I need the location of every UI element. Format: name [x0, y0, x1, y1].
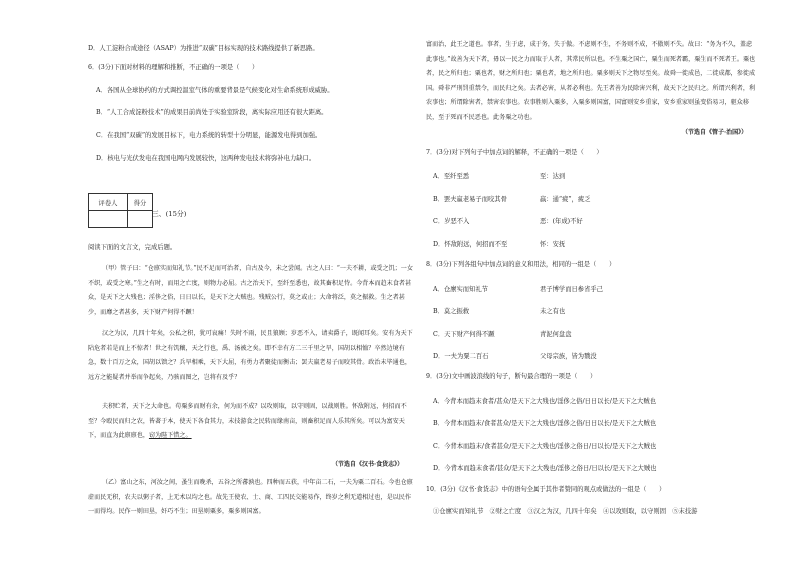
passage-yi-para1: （乙）富山之东，河汝之间，蚤生而晚杀，五谷之所蕃孰也。四种而五获，中年亩二石，一夫为粟二百石。今也仓廪虚而民无积，农夫以粥子者，上无术以均之也。故先王使农、士、商、工四民交能易作，终岁之利无道相过也，是以民作一而得均。民作一则田垦，奸巧不生；田垦则粟多，粟多则国富。: [88, 479, 413, 516]
q8-option-c: C．天下财产何得不蹶: [433, 331, 495, 338]
q6-option-b: B．“人工合成淀粉技术”的成果目前尚处于实验室阶段，离实际应用还有很大距离。: [96, 109, 328, 116]
passage-yi-para2: 富而治，此王之道也。事者，生于虑，成于务，失于傲。不虑则不生，不务则不成，不傲则不失。故曰：“务为不久，盖虑此事也。”故善为天下者，毋以一民之力而取于人者，其常民所以也。不生粟之国亡，粟生而死者霸，粟生而不死者王。粟也者，民之所归也；粟也者，财之所归也；粟也者，地之所归也。粟多则天下之物尽至矣。故舜一徙成邑，二徙成都，参徙成国。舜非严刑罚重禁令，而民归之矣。去者必害，从者必利也。先王者善为民除害兴利，故天下之民归之。所谓兴利者，利农事也；所谓除害者，禁害农事也。农事胜则入粟多，入粟多则国富，国富则安乡重家，安乡重家则虽变俗易习，驱众移民，至于死而不民恶也。此务粟之功也。: [426, 41, 756, 121]
q9-option-d: D．今背本而趋末食者/甚众/是天下之大残也/淫侈之俗日/日以长/是天下之大贼也: [433, 465, 657, 472]
source-yi: （节选自《管子·治国》）: [682, 129, 748, 136]
score-table: [88, 193, 153, 228]
score-table-cell: [128, 211, 153, 228]
q5-option-d: D．人工淀粉合成途径（ASAP）为推进“双碳”目标实现的技术路线提供了新思路。: [88, 45, 319, 52]
q7-option-a-gloss: 至：达到: [540, 173, 566, 180]
q8-option-a-pair: 君子博学而日参省乎己: [540, 286, 603, 293]
q8-option-c-pair: 青泥何盘盘: [540, 331, 572, 338]
reading-instruction: 阅读下面的文言文，完成后题。: [88, 244, 177, 251]
q8-option-b-pair: 未之有也: [540, 308, 566, 315]
q7-option-d-gloss: 怀：安抚: [540, 241, 566, 248]
score-table-cell: [89, 211, 128, 228]
q9-option-a: A．今背本而趋末食者/甚众/是天下之大残也/淫侈之俗/日日以长/是天下之大贼也: [433, 398, 656, 405]
q7-option-b-gloss: 羸：通“疲”，疲乏: [540, 196, 591, 203]
q10-stem: 10．(3分)《汉书·食货志》中的语句全属于其作者赞同的观点或做法的一组是（ ）: [426, 486, 666, 493]
q9-option-b: B．今背本而趋末/食者甚众/是天下之大残也/淫侈之俗/日日以长/是天下之大贼也: [433, 420, 657, 427]
q6-option-d: D．核电与光伏发电在我国电网内发展较快，这两种发电技术将弥补电力缺口。: [96, 155, 316, 162]
q8-option-d-pair: 父母宗族，皆为戮没: [540, 353, 597, 360]
passage-jia-para3: [88, 400, 416, 446]
q9-stem: 9．(3分)文中画波浪线的句子，断句最合理的一项是（ ）: [426, 373, 597, 380]
q7-option-d: D．怀敌附远，何招而不至: [433, 241, 508, 248]
q7-option-c-gloss: 恶：(年成)不好: [540, 218, 583, 225]
q8-option-a: A．仓廪实而知礼节: [433, 286, 488, 293]
underlined-sentence: 窃为陛下惜之。: [148, 432, 192, 440]
passage-jia-para3-text: 夫积贮者，天下之大命也。苟粟多而财有余，何为而不成？以攻则取，以守则固，以战则胜。怀敌附远，何招而不至？今殴民而归之农，皆著于本，使天下各食其力，末技游食之民转而缘南亩，则畜积足而人乐其所矣。可以为富安天下，而直为此廪廪也，: [88, 403, 407, 440]
q6-option-c: C．在我国“双碳”的发展目标下，电力系统的转型十分明显，能源发电得到加强。: [96, 132, 322, 139]
source-jia: （节选自《汉书·食货志》）: [332, 461, 404, 468]
q6-option-a: A．各国从全球协约的方式调控温室气体的重要背景是气候变化对生命系统形成威胁。: [96, 87, 334, 94]
score-table-grader: 评卷人: [89, 194, 128, 211]
passage-jia-para2: 汉之为汉，几四十年矣，公私之积，犹可哀痛！失时不雨，民且狼顾；岁恶不入，请卖爵子，既闻耳矣。安有为天下阽危者若是而上不惊者！世之有饥穰，天之行也，禹、汤被之矣。即不幸有方二三千里之旱，国胡以相恤？卒然边境有急，数十百万之众，国胡以馈之？兵旱相乘，天下大屈，有勇力者聚徒而衡击；罢夫羸老易子而咬其骨。政治未毕通也，远方之能疑者并举而争起矣，乃骇而图之，岂将有及乎？: [88, 330, 413, 381]
q10-items: ①仓廪实而知礼节 ②财之亡度 ③汉之为汉，几四十年矣 ④以攻则取，以守则固 ⑤末技游: [433, 508, 698, 515]
passage-jia-para1: （甲）管子曰：“仓廪实而知礼节。”民不足而可治者，自古及今，未之尝闻。古之人曰：“一夫不耕，或受之饥；一女不织，或受之寒。”生之有时，而用之亡度，则物力必屈。古之治天下，至纤至悉也，故其畜积足恃。今背本而趋末食者甚众，是天下之大残也；淫侈之俗，日日以长，是天下之大贼也。残贼公行，莫之或止；大命将泛，莫之振救。生之者甚少，而靡之者甚多，天下财产何得不蹶！: [88, 265, 413, 316]
q7-option-b: B．罢夫羸老易子而咬其骨: [433, 196, 507, 203]
section-title: 三、(15分): [152, 210, 187, 218]
q7-option-a: A．至纤至悉: [433, 173, 470, 180]
q8-stem: 8．(3分)下列各组句中加点词的意义和用法，相同的一组是（ ）: [426, 261, 616, 268]
score-table-score: 得分: [128, 194, 153, 211]
q8-option-d: D．一夫为粟二百石: [433, 353, 489, 360]
q8-option-b: B．莫之振救: [433, 308, 470, 315]
q6-stem: 6．(3分)下面对材料的理解和推断，不正确的一项是（ ）: [88, 64, 259, 71]
q9-option-c: C．今背本而趋末/食者甚众/是天下之大残也/淫侈之俗日/日以长/是天下之大贼也: [433, 443, 657, 450]
q7-stem: 7．(3分)对下列句子中加点词的解释，不正确的一项是（ ）: [426, 149, 603, 156]
q7-option-c: C．岁恶不入: [433, 218, 470, 225]
